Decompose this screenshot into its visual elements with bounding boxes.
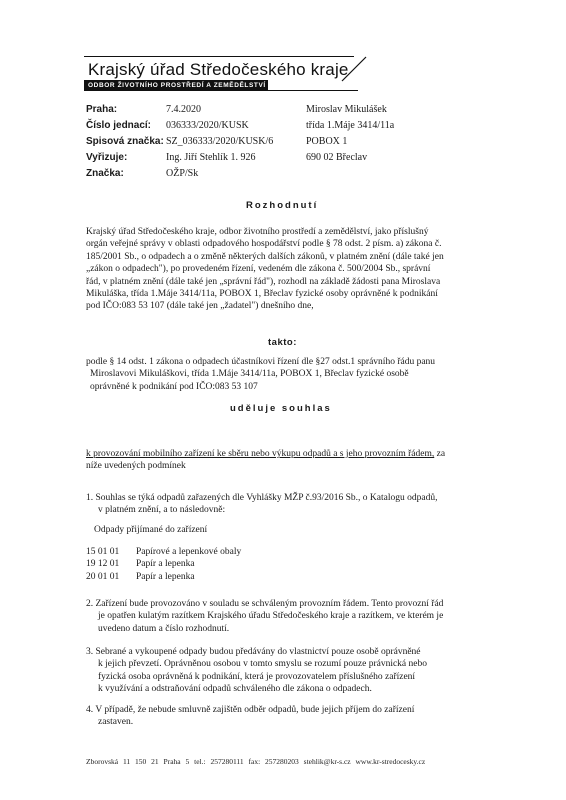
meta-label: Praha:	[86, 104, 118, 115]
text-line: je opatřen kulatým razítkem Krajského úřadu Středočeského kraje a razítkem, ve kterém je	[98, 611, 444, 622]
consent-object	[86, 448, 496, 473]
text-line: k využívání a odstraňování odpadů schváleného dle zákona o odpadech.	[98, 684, 372, 695]
letterhead-title: Krajský úřad Středočeského kraje	[88, 60, 349, 79]
recipient-line: třída 1.Máje 3414/11a	[306, 120, 395, 131]
waste-row	[86, 571, 241, 583]
text-line: 3. Sebrané a vykoupené odpady budou předávány do vlastnictví pouze osobě oprávněné	[86, 647, 421, 657]
consent-tail-text: za	[434, 449, 446, 459]
waste-name: Papír a lepenka	[136, 571, 195, 582]
waste-list	[86, 546, 241, 583]
consent-underlined-text: k provozování mobilního zařízení ke sběru nebo výkupu odpadů a s jeho provozním řádem,	[86, 449, 435, 459]
meta-date: 7.4.2020	[166, 104, 201, 115]
text-line: k jejich převzetí. Oprávněnou osobou v tomto smyslu se rozumí pouze právnická nebo	[98, 659, 427, 670]
meta-file-mark: SZ_036333/2020/KUSK/6	[166, 136, 274, 147]
meta-reference-number: 036333/2020/KUSK	[166, 120, 249, 131]
meta-code: OŽP/Sk	[166, 168, 199, 179]
text-line: řád, v platném znění (dále také jen „správní řád"), rozhodl na základě žádosti pana Miroslava	[86, 276, 441, 287]
text-line: zastaven.	[98, 717, 134, 728]
meta-label: Značka:	[86, 168, 124, 179]
text-line: 1. Souhlas se týká odpadů zařazených dle Vyhlášky MŽP č.93/2016 Sb., o Katalogu odpadů,	[86, 493, 438, 503]
text-line: 185/2001 Sb., o odpadech a o změně některých dalších zákonů, v platném znění (dále také jen	[86, 251, 444, 262]
page-footer: Zborovská 11 150 21 Praha 5 tel.: 257280111 fax: 257280203 stehlik@kr-s.cz www.kr-stredocesky.cz	[86, 757, 426, 766]
text-line: Mikuláška, třída 1.Máje 3414/11a, POBOX 1, Břeclav fyzické osoby oprávněné k podnikání	[86, 289, 438, 300]
text-line: oprávněné k podnikání pod IČO:083 53 107	[90, 381, 258, 392]
meta-labels	[86, 102, 164, 182]
waste-subheading: Odpady přijímané do zařízení	[94, 525, 208, 535]
text-line: Miroslavovi Mikuláškovi, třída 1.Máje 3414/11a, POBOX 1, Břeclav fyzické osobě	[90, 369, 409, 380]
waste-row	[86, 558, 241, 570]
meta-label: Číslo jednací:	[86, 120, 152, 131]
letterhead-bottom-rule	[268, 90, 358, 91]
recipient-line: POBOX 1	[306, 136, 348, 147]
text-line: uvedeno datum a číslo rozhodnutí.	[98, 623, 230, 634]
text-line	[86, 448, 496, 460]
recipient-line: 690 02 Břeclav	[306, 152, 368, 163]
letterhead-top-rule	[84, 56, 354, 57]
text-line: v platném znění, a to následovně:	[98, 505, 226, 516]
text-line: „zákon o odpadech"), po provedeném řízení, vedeném dle zákona č. 500/2004 Sb., správní	[86, 264, 431, 275]
condition-4	[86, 704, 496, 729]
text-line: Krajský úřad Středočeského kraje, odbor životního prostředí a zemědělství, jako příslušný	[86, 227, 429, 237]
waste-code: 19 12 01	[86, 559, 120, 570]
text-line: orgán veřejné správy v oblasti odpadového hospodářství podle § 78 odst. 2 písm. a) zákona č.	[86, 239, 442, 250]
text-line: podle § 14 odst. 1 zákona o odpadech účastníkovi řízení dle §27 odst.1 správního řádu panu	[86, 357, 436, 367]
letterhead-slash-mark	[338, 56, 368, 82]
text-line: pod IČO:083 53 107 (dále také jen „žadatel") dnešního dne,	[86, 301, 314, 312]
text-line: 2. Zařízení bude provozováno v souladu se schváleným provozním řádem. Tento provozní řád	[86, 599, 444, 609]
waste-code: 15 01 01	[86, 547, 120, 557]
party-paragraph	[86, 356, 490, 393]
text-line: níže uvedených podmínek	[86, 461, 186, 472]
condition-2	[86, 598, 496, 635]
waste-name: Papírové a lepenkové obaly	[136, 547, 242, 557]
meta-label: Spisová značka:	[86, 136, 164, 147]
meta-values	[166, 102, 273, 182]
recipient-line: Miroslav Mikulášek	[306, 104, 387, 115]
text-line: 4. V případě, že nebude smluvně zajištěn odběr odpadů, bude jejich příjem do zařízení	[86, 705, 415, 715]
recipient-address	[306, 102, 394, 166]
text-line: fyzická osoba oprávněná k podnikání, která je provozovatelem příslušného zařízení	[98, 671, 416, 682]
consent-heading: uděluje souhlas	[230, 403, 332, 414]
meta-handler: Ing. Jiří Stehlík 1. 926	[166, 152, 256, 163]
intro-paragraph	[86, 226, 490, 313]
takto-heading: takto:	[268, 337, 297, 348]
condition-1	[86, 492, 496, 517]
waste-row	[86, 546, 241, 558]
department-bar: ODBOR ŽIVOTNÍHO PROSTŘEDÍ A ZEMĚDĚLSTVÍ	[84, 80, 268, 91]
decision-heading: Rozhodnutí	[246, 200, 319, 211]
waste-code: 20 01 01	[86, 571, 120, 582]
waste-name: Papír a lepenka	[136, 559, 195, 570]
meta-label: Vyřizuje:	[86, 152, 128, 163]
condition-3	[86, 646, 496, 696]
